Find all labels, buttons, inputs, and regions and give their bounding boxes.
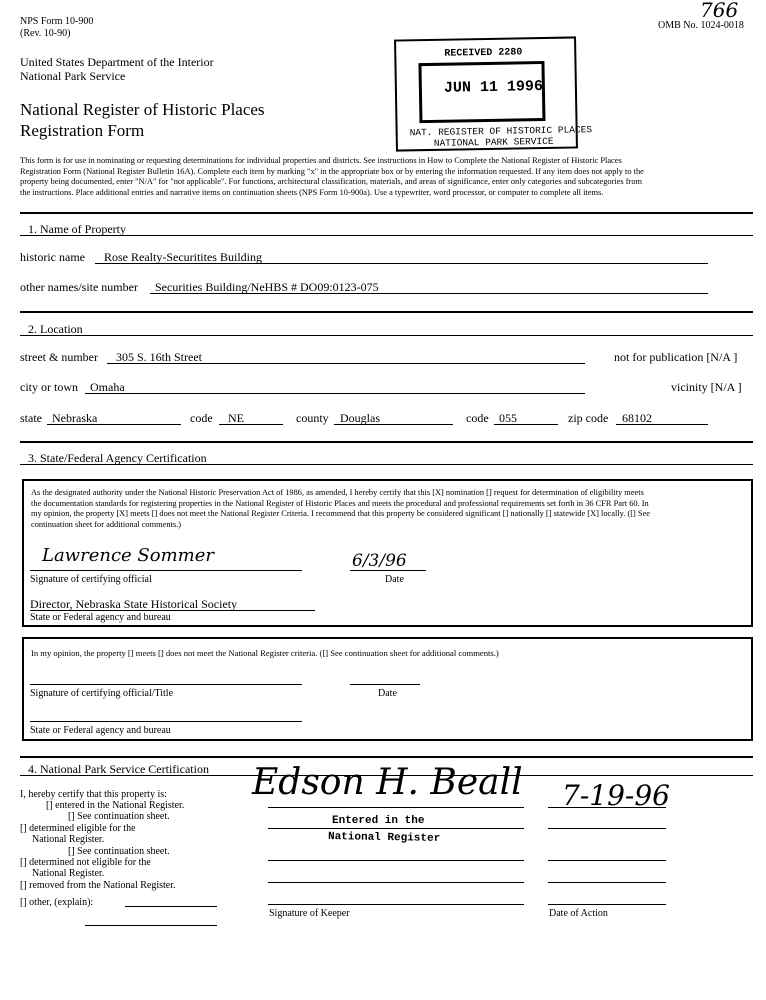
date-line bbox=[350, 570, 426, 571]
option-other[interactable]: [] other, (explain): bbox=[20, 897, 94, 908]
instructions bbox=[20, 156, 644, 198]
handwritten-number: 766 bbox=[700, 0, 739, 22]
agency-label: State or Federal agency and bureau bbox=[30, 612, 171, 623]
state-certification-box bbox=[22, 479, 753, 627]
action-line bbox=[548, 860, 666, 861]
entered-stamp-line2: National Register bbox=[327, 831, 441, 845]
section4-heading: 4. National Park Service Certification bbox=[28, 762, 209, 776]
form-number: NPS Form 10-900 bbox=[20, 16, 94, 27]
form-title-line1: National Register of Historic Places bbox=[20, 100, 265, 119]
section1-heading: 1. Name of Property bbox=[28, 222, 126, 236]
agency-line bbox=[30, 610, 315, 611]
stamp-line1: NAT. REGISTER OF HISTORIC PLACES bbox=[409, 124, 593, 139]
street-label: street & number bbox=[20, 350, 98, 364]
keeper-line bbox=[268, 807, 524, 808]
divider bbox=[20, 756, 753, 758]
date2-label: Date bbox=[378, 688, 397, 699]
heading-rule bbox=[20, 235, 753, 236]
stamp-date-box bbox=[418, 61, 545, 123]
heading-rule bbox=[20, 335, 753, 336]
not-for-publication: not for publication [N/A ] bbox=[614, 350, 738, 364]
opinion-box bbox=[22, 637, 753, 741]
divider bbox=[20, 311, 753, 313]
city-line bbox=[85, 393, 585, 394]
date-label: Date bbox=[385, 574, 404, 585]
instructions-line: This form is for use in nominating or requesting determinations for individual properties and districts. See instructions in How to Complete the National Register of Historic Places bbox=[20, 156, 622, 165]
zip-value[interactable]: 68102 bbox=[622, 411, 652, 425]
agency2-line bbox=[30, 721, 302, 722]
other-names-value[interactable]: Securities Building/NeHBS # DO09:0123-075 bbox=[155, 280, 379, 294]
code-value[interactable]: NE bbox=[228, 411, 244, 425]
action-label: Date of Action bbox=[549, 908, 608, 919]
form-revision: (Rev. 10-90) bbox=[20, 28, 71, 39]
county-value[interactable]: Douglas bbox=[340, 411, 380, 425]
option-eligible-cont: National Register. bbox=[32, 834, 105, 846]
other-names-label: other names/site number bbox=[20, 280, 138, 294]
historic-name-label: historic name bbox=[20, 250, 85, 264]
department: United States Department of the Interior bbox=[20, 55, 214, 69]
action-date[interactable]: 7-19-96 bbox=[562, 779, 670, 812]
action-line bbox=[548, 807, 666, 808]
instructions-line: Registration Form (National Register Bulletin 16A). Complete each item by marking "x" in the appropriate box or by entering the information requested. If any item does not apply to the bbox=[20, 166, 644, 176]
option-removed[interactable]: [] removed from the National Register. bbox=[20, 879, 176, 891]
option-not-eligible-cont: National Register. bbox=[32, 868, 105, 880]
signature2-label: Signature of certifying official/Title bbox=[30, 688, 174, 699]
action-line bbox=[548, 904, 666, 905]
keeper-line bbox=[268, 904, 524, 905]
divider bbox=[20, 441, 753, 443]
state-value[interactable]: Nebraska bbox=[52, 411, 98, 425]
county-label: county bbox=[296, 411, 329, 425]
keeper-label: Signature of Keeper bbox=[269, 908, 350, 919]
section3-heading: 3. State/Federal Agency Certification bbox=[28, 451, 207, 465]
signature2-line bbox=[30, 684, 302, 685]
agency2-label: State or Federal agency and bureau bbox=[30, 725, 171, 736]
signature-label: Signature of certifying official bbox=[30, 574, 152, 585]
certification-line: continuation sheet for additional comments.) bbox=[31, 519, 182, 529]
instructions-line: the instructions. Place additional entries and narrative items on continuation sheets (NPS Form 10-900a). Use a typewriter, word processor, or computer to complete all items. bbox=[20, 187, 604, 197]
certification-line: my opinion, the property [X] meets [] does not meet the National Register Criteria. I recommend that this property be considered significant [] nationally [] statewide [X] locally. ([] See bbox=[31, 509, 651, 519]
option-eligible[interactable]: [] determined eligible for the bbox=[20, 822, 136, 834]
street-value[interactable]: 305 S. 16th Street bbox=[116, 350, 202, 364]
explain-line-2 bbox=[85, 925, 217, 926]
keeper-line bbox=[268, 860, 524, 861]
certification-text bbox=[31, 488, 650, 530]
option-continuation[interactable]: [] See continuation sheet. bbox=[68, 811, 170, 823]
received-stamp bbox=[394, 36, 593, 151]
code-label: code bbox=[190, 411, 213, 425]
official-signature[interactable]: Lawrence Sommer bbox=[42, 545, 214, 566]
keeper-signature[interactable]: Edson H. Beall bbox=[252, 762, 523, 803]
keeper-line bbox=[268, 828, 524, 829]
historic-name-value[interactable]: Rose Realty-Securitites Building bbox=[104, 250, 262, 264]
option-continuation[interactable]: [] See continuation sheet. bbox=[68, 845, 170, 857]
signature-line bbox=[30, 570, 302, 571]
signature-date[interactable]: 6/3/96 bbox=[352, 551, 407, 571]
city-label: city or town bbox=[20, 380, 78, 394]
zip-label: zip code bbox=[568, 411, 609, 425]
entered-stamp-line1: Entered in the bbox=[332, 815, 425, 827]
certify-statement: I, hereby certify that this property is: bbox=[20, 789, 167, 800]
stamp-date: JUN 11 1996 bbox=[443, 78, 544, 97]
date2-line bbox=[350, 684, 420, 685]
divider bbox=[20, 212, 753, 214]
form-title-line2: Registration Form bbox=[20, 121, 145, 140]
state-label: state bbox=[20, 411, 42, 425]
certification-options bbox=[20, 800, 184, 891]
certification-line: the documentation standards for registering properties in the National Register of Historic Places and meets the procedural and professional requirements set forth in 36 CFR Part 60. In bbox=[31, 498, 649, 508]
city-value[interactable]: Omaha bbox=[90, 380, 125, 394]
keeper-line bbox=[268, 882, 524, 883]
stamp-received: RECEIVED 2280 bbox=[444, 47, 523, 60]
explain-line bbox=[125, 906, 217, 907]
agency-value[interactable]: Director, Nebraska State Historical Society bbox=[30, 597, 238, 611]
omb-number: OMB No. 1024-0018 bbox=[658, 20, 744, 31]
service: National Park Service bbox=[20, 69, 126, 83]
certification-line: As the designated authority under the National Historic Preservation Act of 1986, as amended, I hereby certify that this [X] nomination [] request for determination of eligibility meets bbox=[31, 488, 644, 497]
county-code-value[interactable]: 055 bbox=[499, 411, 517, 425]
section2-heading: 2. Location bbox=[28, 322, 83, 336]
action-line bbox=[548, 828, 666, 829]
stamp-line2: NATIONAL PARK SERVICE bbox=[433, 135, 554, 149]
county-code-label: code bbox=[466, 411, 489, 425]
option-entered[interactable]: [] entered in the National Register. bbox=[46, 800, 185, 811]
opinion-text: In my opinion, the property [] meets [] does not meet the National Register criteria. ([] See continuation sheet for additional comments.) bbox=[31, 648, 499, 658]
action-line bbox=[548, 882, 666, 883]
vicinity: vicinity [N/A ] bbox=[671, 380, 742, 394]
option-not-eligible[interactable]: [] determined not eligible for the bbox=[20, 857, 151, 869]
heading-rule bbox=[20, 464, 753, 465]
instructions-line: property being documented, enter "N/A" for "not applicable". For functions, architectural classification, materials, and areas of significance, enter only categories and subcategories from bbox=[20, 177, 643, 186]
